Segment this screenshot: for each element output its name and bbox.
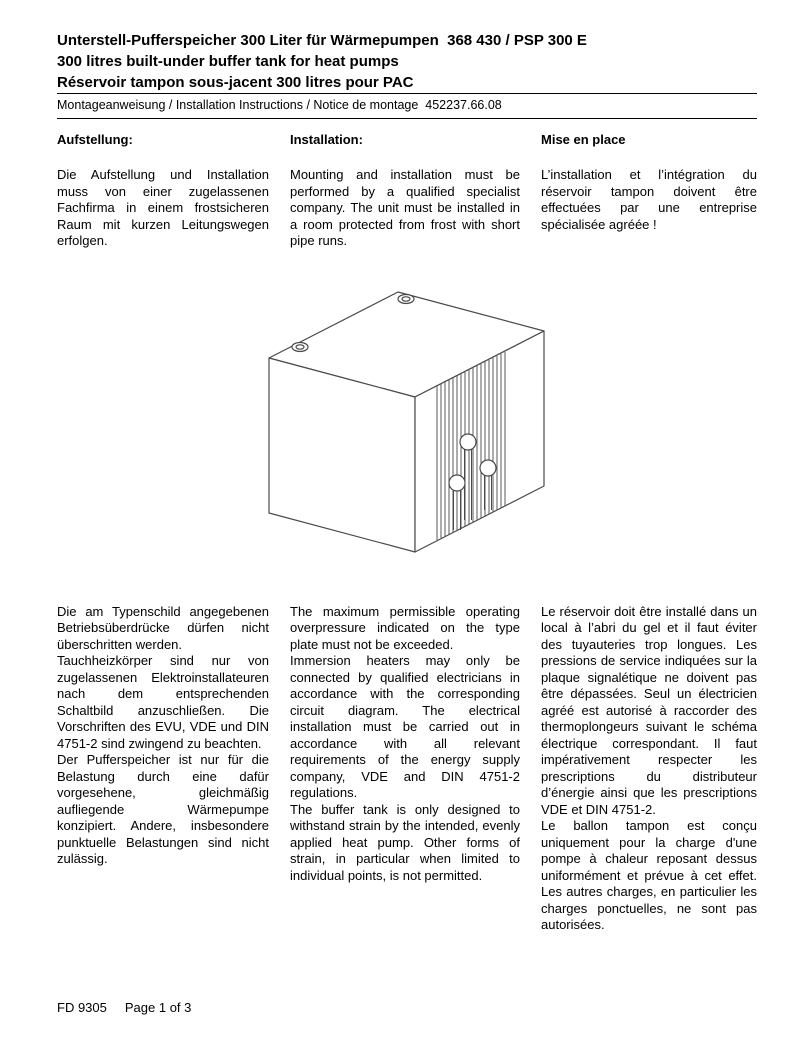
intro-text-english: Mounting and installation must be performed by a qualified specialist company. The unit must be installed in a room protected from frost with short pipe runs.: [290, 167, 520, 248]
heading-aufstellung: Aufstellung:: [57, 132, 133, 147]
title-line-english: 300 litres built-under buffer tank for heat pumps: [57, 53, 399, 70]
heading-installation: Installation:: [290, 132, 363, 147]
column-english: [290, 119, 520, 250]
safety-columns: [57, 604, 757, 934]
tank-drawing-figure: [57, 250, 757, 604]
paragraph: Der Pufferspeicher ist nur für die Belastung durch eine dafür vorgesehene, gleichmäßig aufliegende Wärmepumpe konzipiert. Andere, insbesondere punktuelle Belastungen sind nicht zulässig.: [57, 752, 269, 866]
safety-text-english: [290, 604, 520, 934]
top-fitting-front: [292, 342, 308, 351]
safety-text-french: [541, 604, 757, 934]
paragraph: Le réservoir doit être installé dans un local à l’abri du gel et il faut éviter des tuyauteries trop longues. Les pressions de service indiquées sur la plaque signalétique ne doivent pas être dépassées. Seul un électricien agréé est autorisé à raccorder des thermoplongeurs suivant le schéma électrique correspondant. Il faut impérativement respecter les prescriptions du distributeur d’énergie ainsi que les prescriptions VDE et DIN 4751-2.: [541, 603, 757, 817]
pipe-connection-right: [480, 460, 496, 476]
document-reference-line: Montageanweisung / Installation Instructions / Notice de montage 452237.66.08: [57, 98, 502, 112]
heading-mise-en-place: Mise en place: [541, 132, 626, 147]
footer-doc-code: FD 9305: [57, 1000, 107, 1015]
pipe-connection-left: [449, 475, 465, 491]
title-line-german: Unterstell-Pufferspeicher 300 Liter für Wärmepumpen 368 430 / PSP 300 E: [57, 32, 587, 49]
paragraph: The buffer tank is only designed to withstand strain by the intended, evenly applied heat pump. Other forms of strain, in particular when limited to individual points, is not permitted.: [290, 801, 520, 883]
paragraph: Die am Typenschild angegebenen Betriebsüberdrücke dürfen nicht überschritten werden.: [57, 603, 269, 652]
safety-text-german: [57, 604, 269, 934]
buffer-tank-isometric-drawing: [258, 280, 554, 562]
top-fitting-back: [398, 294, 414, 303]
column-german: [57, 119, 269, 250]
paragraph: Immersion heaters may only be connected by qualified electricians in accordance with the corresponding circuit diagram. The electrical installation must be carried out in accordance with all relevant requirements of the energy supply company, VDE and DIN 4751-2 regulations.: [290, 653, 520, 800]
column-french: [541, 119, 757, 250]
paragraph: Tauchheizkörper sind nur von zugelassenen Elektroinstallateuren nach dem entsprechenden Schaltbild anzuschließen. Die Vorschriften des EVU, VDE und DIN 4751-2 sind zwingend zu beachten.: [57, 653, 269, 751]
paragraph: The maximum permissible operating overpressure indicated on the type plate must not be exceeded.: [290, 603, 520, 652]
footer-page-number: Page 1 of 3: [124, 1000, 192, 1015]
intro-columns: [57, 119, 757, 250]
title-line-french: Réservoir tampon sous-jacent 300 litres pour PAC: [57, 74, 414, 91]
paragraph: Le ballon tampon est conçu uniquement pour la charge d'une pompe à chaleur reposant dessus uniformément et prévue à cet effet. Les autres charges, en particulier les charges ponctuelles, ne sont pas autorisées.: [541, 818, 757, 932]
intro-text-german: Die Aufstellung und Installation muss von einer zugelassenen Fachfirma in einem frostsicheren Raum mit kurzen Leitungswegen erfolgen.: [57, 167, 269, 248]
page-footer: [57, 1000, 191, 1015]
pipe-connection-top: [460, 434, 476, 450]
intro-text-french: L’installation et l’intégration du réservoir tampon doivent être effectuées par une entreprise spécialisée agréée !: [541, 167, 757, 232]
title-block: [57, 30, 757, 93]
